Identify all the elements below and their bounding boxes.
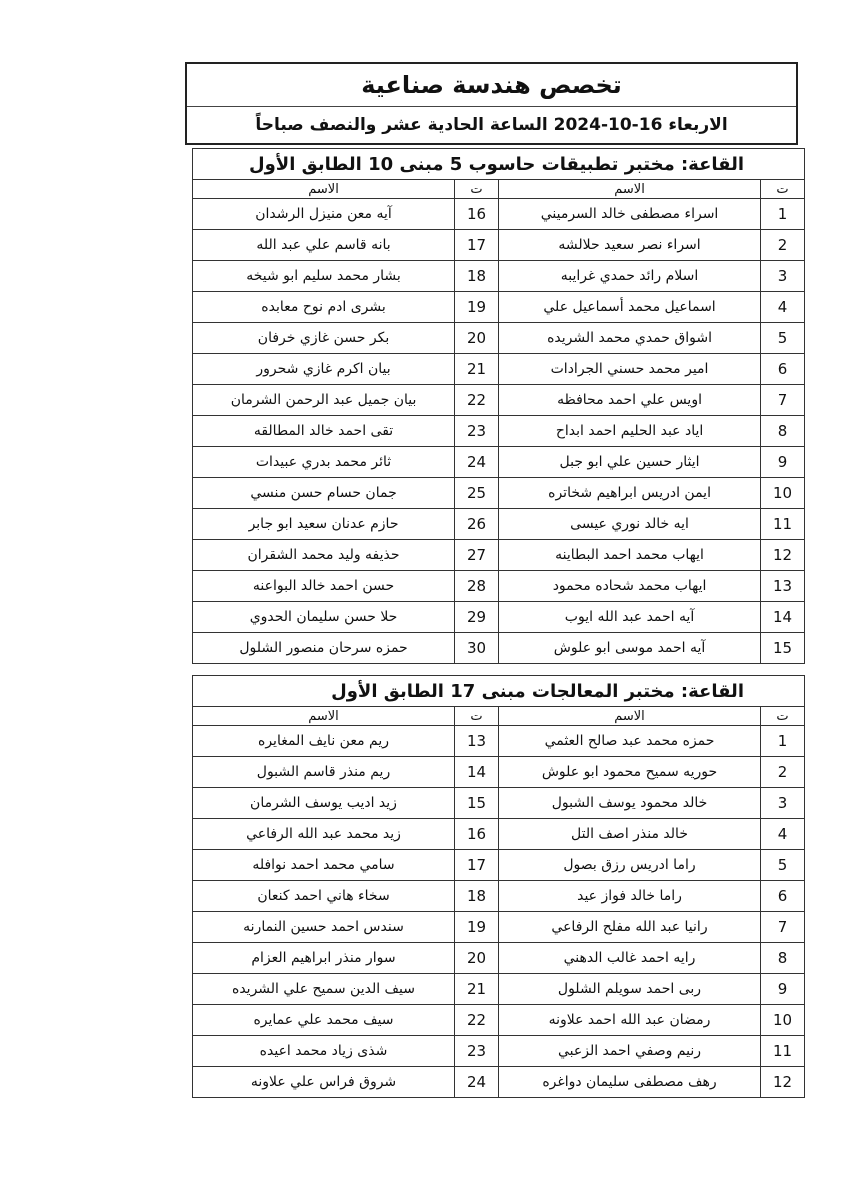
student-name: ايثار حسين علي ابو جبل xyxy=(499,447,761,478)
row-number: 27 xyxy=(455,540,499,571)
student-name: بيان اكرم غازي شحرور xyxy=(193,354,455,385)
row-number: 14 xyxy=(455,757,499,788)
student-name: حلا حسن سليمان الحدوي xyxy=(193,602,455,633)
student-name: سامي محمد احمد نوافله xyxy=(193,850,455,881)
row-number: 22 xyxy=(455,385,499,416)
table-row xyxy=(193,819,805,850)
page-title: تخصص هندسة صناعية xyxy=(187,64,796,107)
row-number: 13 xyxy=(455,726,499,757)
student-name: آيه معن منيزل الرشدان xyxy=(193,199,455,230)
row-number: 26 xyxy=(455,509,499,540)
student-name: اسلام رائد حمدي غرايبه xyxy=(499,261,761,292)
row-number: 19 xyxy=(455,292,499,323)
table-row xyxy=(193,385,805,416)
table-row xyxy=(193,633,805,664)
title-box xyxy=(185,62,798,145)
row-number: 12 xyxy=(761,1067,805,1098)
row-number: 13 xyxy=(761,571,805,602)
row-number: 10 xyxy=(761,1005,805,1036)
student-name: سوار منذر ابراهيم العزام xyxy=(193,943,455,974)
student-name: سخاء هاني احمد كنعان xyxy=(193,881,455,912)
row-number: 2 xyxy=(761,230,805,261)
table-row xyxy=(193,354,805,385)
student-name: سيف محمد علي عمايره xyxy=(193,1005,455,1036)
table-row xyxy=(193,1005,805,1036)
row-number: 3 xyxy=(761,788,805,819)
row-number: 5 xyxy=(761,323,805,354)
row-number: 7 xyxy=(761,385,805,416)
student-name: حوريه سميح محمود ابو علوش xyxy=(499,757,761,788)
column-header-name: الاسم xyxy=(193,707,455,726)
row-number: 22 xyxy=(455,1005,499,1036)
student-name: ثائر محمد بدري عبيدات xyxy=(193,447,455,478)
student-name: حذيفه وليد محمد الشقران xyxy=(193,540,455,571)
table-row xyxy=(193,478,805,509)
column-header-name: الاسم xyxy=(193,180,455,199)
row-number: 8 xyxy=(761,416,805,447)
row-number: 17 xyxy=(455,230,499,261)
student-name: ايهاب محمد شحاده محمود xyxy=(499,571,761,602)
document-header xyxy=(185,62,798,145)
student-name: حسن احمد خالد البواعنه xyxy=(193,571,455,602)
student-name: آيه احمد عبد الله ايوب xyxy=(499,602,761,633)
student-name: راما خالد فواز عيد xyxy=(499,881,761,912)
student-name: راما ادريس رزق بصول xyxy=(499,850,761,881)
column-header-name: الاسم xyxy=(499,180,761,199)
hall-2-rows xyxy=(193,726,805,1098)
student-name: اياد عبد الحليم احمد ابداح xyxy=(499,416,761,447)
row-number: 6 xyxy=(761,881,805,912)
student-name: سيف الدين سميح علي الشريده xyxy=(193,974,455,1005)
row-number: 15 xyxy=(761,633,805,664)
exam-date-time: الاربعاء 16-10-2024 الساعة الحادية عشر والنصف صباحاً xyxy=(255,115,728,135)
table-row xyxy=(193,912,805,943)
hall-1-table xyxy=(192,148,805,664)
column-header-num: ت xyxy=(761,180,805,199)
table-row xyxy=(193,447,805,478)
row-number: 17 xyxy=(455,850,499,881)
student-name: حازم عدنان سعيد ابو جابر xyxy=(193,509,455,540)
row-number: 4 xyxy=(761,819,805,850)
student-name: اشواق حمدي محمد الشريده xyxy=(499,323,761,354)
row-number: 3 xyxy=(761,261,805,292)
student-name: آيه احمد موسى ابو علوش xyxy=(499,633,761,664)
row-number: 19 xyxy=(455,912,499,943)
student-name: سندس احمد حسين النمارنه xyxy=(193,912,455,943)
student-name: بيان جميل عبد الرحمن الشرمان xyxy=(193,385,455,416)
row-number: 6 xyxy=(761,354,805,385)
hall-2-table xyxy=(192,675,805,1098)
row-number: 1 xyxy=(761,726,805,757)
column-header-name: الاسم xyxy=(499,707,761,726)
row-number: 1 xyxy=(761,199,805,230)
student-name: ايهاب محمد احمد البطاينه xyxy=(499,540,761,571)
row-number: 9 xyxy=(761,447,805,478)
table-row xyxy=(193,788,805,819)
row-number: 16 xyxy=(455,819,499,850)
row-number: 11 xyxy=(761,1036,805,1067)
student-name: اسماعيل محمد أسماعيل علي xyxy=(499,292,761,323)
row-number: 9 xyxy=(761,974,805,1005)
row-number: 23 xyxy=(455,416,499,447)
row-number: 18 xyxy=(455,261,499,292)
student-name: ربى احمد سويلم الشلول xyxy=(499,974,761,1005)
student-name: زيد اديب يوسف الشرمان xyxy=(193,788,455,819)
student-name: شذى زياد محمد اعيده xyxy=(193,1036,455,1067)
student-name: خالد منذر اصف التل xyxy=(499,819,761,850)
student-name: رايه احمد غالب الدهني xyxy=(499,943,761,974)
student-name: ايمن ادريس ابراهيم شخاتره xyxy=(499,478,761,509)
row-number: 18 xyxy=(455,881,499,912)
table-row xyxy=(193,571,805,602)
row-number: 2 xyxy=(761,757,805,788)
student-name: رنيم وصفي احمد الزعبي xyxy=(499,1036,761,1067)
student-name: رهف مصطفى سليمان دواغره xyxy=(499,1067,761,1098)
student-name: جمان حسام حسن منسي xyxy=(193,478,455,509)
row-number: 7 xyxy=(761,912,805,943)
student-name: حمزه محمد عبد صالح العثمي xyxy=(499,726,761,757)
table-row xyxy=(193,757,805,788)
hall-1-title: القاعة: مختبر تطبيقات حاسوب 5 مبنى 10 الطابق الأول xyxy=(193,149,805,180)
student-name: بكر حسن غازي خرفان xyxy=(193,323,455,354)
student-name: خالد محمود يوسف الشبول xyxy=(499,788,761,819)
table-row xyxy=(193,416,805,447)
column-header-num: ت xyxy=(761,707,805,726)
table-row xyxy=(193,540,805,571)
row-number: 15 xyxy=(455,788,499,819)
student-name: بشرى ادم نوح معابده xyxy=(193,292,455,323)
row-number: 23 xyxy=(455,1036,499,1067)
hall-1-rows xyxy=(193,199,805,664)
table-row xyxy=(193,230,805,261)
student-name: اسراء مصطفى خالد السرميني xyxy=(499,199,761,230)
table-row xyxy=(193,974,805,1005)
table-row xyxy=(193,602,805,633)
row-number: 16 xyxy=(455,199,499,230)
row-number: 24 xyxy=(455,1067,499,1098)
row-number: 28 xyxy=(455,571,499,602)
row-number: 12 xyxy=(761,540,805,571)
row-number: 14 xyxy=(761,602,805,633)
student-name: بانه قاسم علي عبد الله xyxy=(193,230,455,261)
student-name: امير محمد حسني الجرادات xyxy=(499,354,761,385)
row-number: 20 xyxy=(455,323,499,354)
row-number: 5 xyxy=(761,850,805,881)
row-number: 11 xyxy=(761,509,805,540)
student-name: بشار محمد سليم ابو شيخه xyxy=(193,261,455,292)
row-number: 20 xyxy=(455,943,499,974)
row-number: 21 xyxy=(455,354,499,385)
student-name: تقى احمد خالد المطالقه xyxy=(193,416,455,447)
table-row xyxy=(193,199,805,230)
row-number: 24 xyxy=(455,447,499,478)
student-name: رانيا عبد الله مفلح الرفاعي xyxy=(499,912,761,943)
table-row xyxy=(193,881,805,912)
table-row xyxy=(193,943,805,974)
student-name: ريم منذر قاسم الشبول xyxy=(193,757,455,788)
row-number: 4 xyxy=(761,292,805,323)
row-number: 30 xyxy=(455,633,499,664)
column-header-num: ت xyxy=(455,707,499,726)
table-row xyxy=(193,726,805,757)
student-name: زيد محمد عبد الله الرفاعي xyxy=(193,819,455,850)
student-name: ريم معن نايف المغايره xyxy=(193,726,455,757)
row-number: 25 xyxy=(455,478,499,509)
table-row xyxy=(193,850,805,881)
table-row xyxy=(193,292,805,323)
row-number: 10 xyxy=(761,478,805,509)
column-header-num: ت xyxy=(455,180,499,199)
student-name: رمضان عبد الله احمد علاونه xyxy=(499,1005,761,1036)
student-name: اسراء نصر سعيد حلالشه xyxy=(499,230,761,261)
student-name: حمزه سرحان منصور الشلول xyxy=(193,633,455,664)
student-name: ايه خالد نوري عيسى xyxy=(499,509,761,540)
table-row xyxy=(193,323,805,354)
row-number: 8 xyxy=(761,943,805,974)
table-row xyxy=(193,1067,805,1098)
hall-2-title: القاعة: مختبر المعالجات مبنى 17 الطابق الأول xyxy=(193,676,805,707)
table-row xyxy=(193,509,805,540)
row-number: 21 xyxy=(455,974,499,1005)
table-row xyxy=(193,261,805,292)
student-name: اويس علي احمد محافظه xyxy=(499,385,761,416)
row-number: 29 xyxy=(455,602,499,633)
table-row xyxy=(193,1036,805,1067)
student-name: شروق فراس علي علاونه xyxy=(193,1067,455,1098)
